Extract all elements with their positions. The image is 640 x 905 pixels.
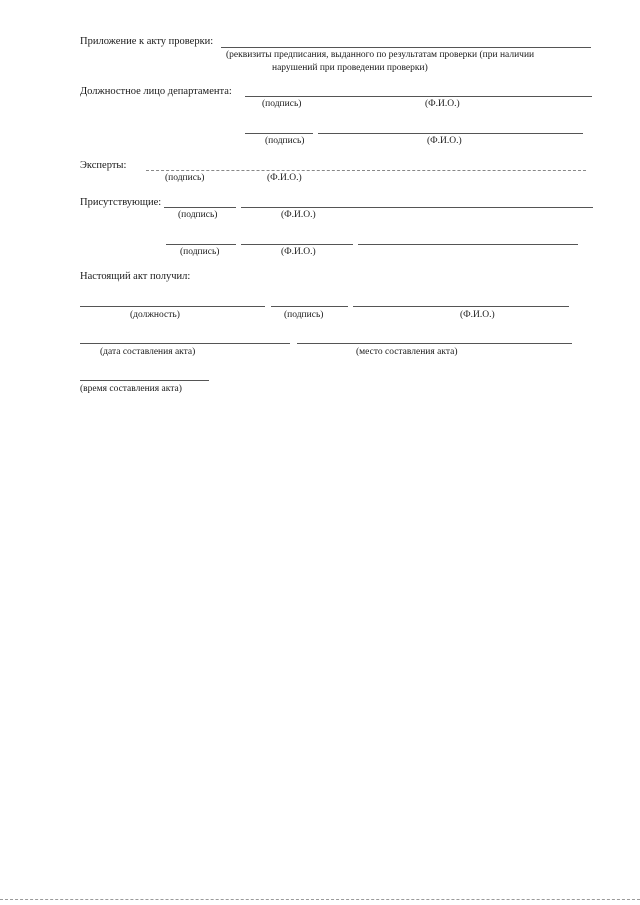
received-signature-line [271,306,348,307]
present-signature-line-1 [164,207,236,208]
received-label: Настоящий акт получил: [80,271,191,282]
experts-label: Эксперты: [80,160,127,171]
official-signature-line-2 [245,133,313,134]
received-date-line [80,343,290,344]
received-fio-caption: (Ф.И.О.) [460,310,495,320]
official-fio-line-2 [318,133,583,134]
official-label: Должностное лицо департамента: [80,86,232,97]
experts-fio-caption: (Ф.И.О.) [267,173,302,183]
received-place-line [297,343,572,344]
experts-signature-caption: (подпись) [165,173,205,183]
appendix-label: Приложение к акту проверки: [80,36,214,47]
official-signature-caption-1: (подпись) [262,99,302,109]
experts-line [146,170,586,171]
present-signature-caption-1: (подпись) [178,210,218,220]
received-position-line [80,306,265,307]
received-signature-caption: (подпись) [284,310,324,320]
present-fio-line-1 [241,207,593,208]
present-label: Присутствующие: [80,197,162,208]
page-bottom-rule [0,899,640,900]
received-time-caption: (время составления акта) [80,384,182,394]
official-fio-caption-2: (Ф.И.О.) [427,136,462,146]
appendix-line [221,47,591,48]
received-place-caption: (место составления акта) [356,347,458,357]
received-date-caption: (дата составления акта) [100,347,196,357]
present-fio-line-2a [241,244,353,245]
received-position-caption: (должность) [130,310,180,320]
received-fio-line [353,306,569,307]
received-time-line [80,380,209,381]
present-fio-line-2b [358,244,578,245]
present-fio-caption-1: (Ф.И.О.) [281,210,316,220]
present-signature-caption-2: (подпись) [180,247,220,257]
official-fio-caption-1: (Ф.И.О.) [425,99,460,109]
official-line-1 [245,96,592,97]
appendix-caption-line2: нарушений при проведении проверки) [272,63,428,73]
present-signature-line-2 [166,244,236,245]
official-signature-caption-2: (подпись) [265,136,305,146]
present-fio-caption-2: (Ф.И.О.) [281,247,316,257]
appendix-caption-line1: (реквизиты предписания, выданного по результатам проверки (при наличии [226,50,535,60]
